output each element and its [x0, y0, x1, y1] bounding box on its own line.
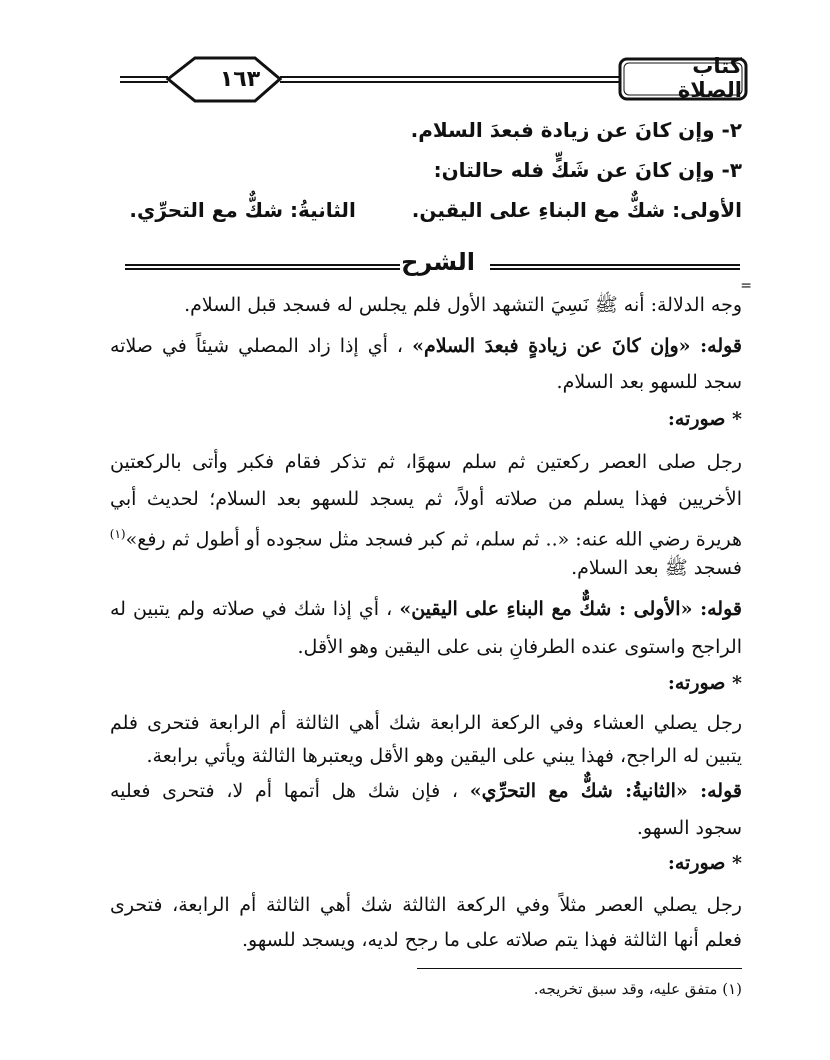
matn-item-3: ٣- وإن كانَ عن شَكٍّ فله حالتان: — [433, 158, 742, 182]
sharh-line-9 — [110, 594, 742, 624]
divider-rule-left — [125, 264, 400, 270]
matn-cases-row — [110, 195, 742, 225]
sharh-line-17: رجل يصلي العصر مثلاً وفي الركعة الثالثة شك أهي الثالثة أم الرابعة، فتحرى — [110, 894, 742, 916]
page-number: ١٦٣ — [219, 66, 261, 92]
footnote: (١) متفق عليه، وقد سبق تخريجه. — [533, 980, 742, 998]
section-divider — [125, 248, 740, 288]
sharh-line-6: الأخريين فهذا يسلم من صلاته أولاً، ثم يسجد للسهو بعد السلام؛ لحديث أبي — [110, 488, 742, 510]
sharh-line-15: سجود السهو. — [636, 817, 742, 839]
sharh-line-1: وجه الدلالة: أنه ﷺ نَسِيَ التشهد الأول فلم يجلس له فسجد قبل السلام. — [184, 294, 742, 316]
sharh-line-7 — [110, 519, 742, 554]
sharh-line-8: فسجد ﷺ بعد السلام. — [571, 557, 742, 579]
sharh-line-14 — [110, 776, 742, 806]
quote-explanation: ، أي إذا زاد المصلي شيئاً في صلاته — [110, 335, 404, 357]
sharh-line-5: رجل صلى العصر ركعتين ثم سلم سهوًا، ثم تذكر فقام فكبر وأتى بالركعتين — [110, 451, 742, 473]
form-heading: * صورته: — [667, 852, 742, 874]
form-heading: * صورته: — [667, 408, 742, 430]
sharh-line-2 — [110, 331, 742, 361]
matn-item-2: ٢- وإن كانَ عن زيادة فبعدَ السلام. — [410, 118, 742, 142]
section-title: الشرح — [401, 248, 475, 276]
footnote-divider — [417, 968, 742, 969]
quote-explanation: ، أي إذا شك في صلاته ولم يتبين له — [110, 598, 393, 620]
sharh-line-13: يتبين له الراجح، فهذا يبني على اليقين وهو الأقل ويعتبرها الثالثة ويأتي برابعة. — [146, 745, 742, 767]
quote-label: قوله: «وإن كانَ عن زيادةٍ فبعدَ السلام» — [412, 335, 743, 357]
quote-label: قوله: «الثانيةُ: شكٌّ مع التحرِّي» — [469, 780, 742, 802]
matn-second-case: الثانيةُ: شكٌّ مع التحرِّي. — [129, 198, 356, 222]
page-header — [120, 55, 750, 110]
sharh-line-3: سجد للسهو بعد السلام. — [556, 371, 742, 393]
book-title: كتاب الصلاة — [677, 54, 742, 102]
divider-rule-right — [490, 264, 740, 270]
quote-explanation: ، فإن شك هل أتمها أم لا، فتحرى فعليه — [110, 780, 459, 802]
quote-label: قوله: «الأولى : شكٌّ مع البناءِ على اليقين» — [399, 598, 742, 620]
footnote-ref: (١) — [109, 527, 126, 541]
hadith-text: هريرة رضي الله عنه: «.. ثم سلم، ثم كبر فسجد مثل سجوده أو أطول ثم رفع» — [125, 528, 742, 551]
sharh-line-10: الراجح واستوى عنده الطرفانِ بنى على اليقين وهو الأقل. — [297, 636, 742, 658]
form-heading: * صورته: — [667, 672, 742, 694]
continuation-mark: = — [740, 278, 752, 294]
matn-first-case: الأولى: شكٌّ مع البناءِ على اليقين. — [411, 198, 742, 222]
sharh-line-18: فعلم أنها الثالثة فهذا يتم صلاته على ما رجح لديه، ويسجد للسهو. — [241, 929, 742, 951]
sharh-line-12: رجل يصلي العشاء وفي الركعة الرابعة شك أهي الثالثة أم الرابعة فتحرى فلم — [110, 712, 742, 734]
